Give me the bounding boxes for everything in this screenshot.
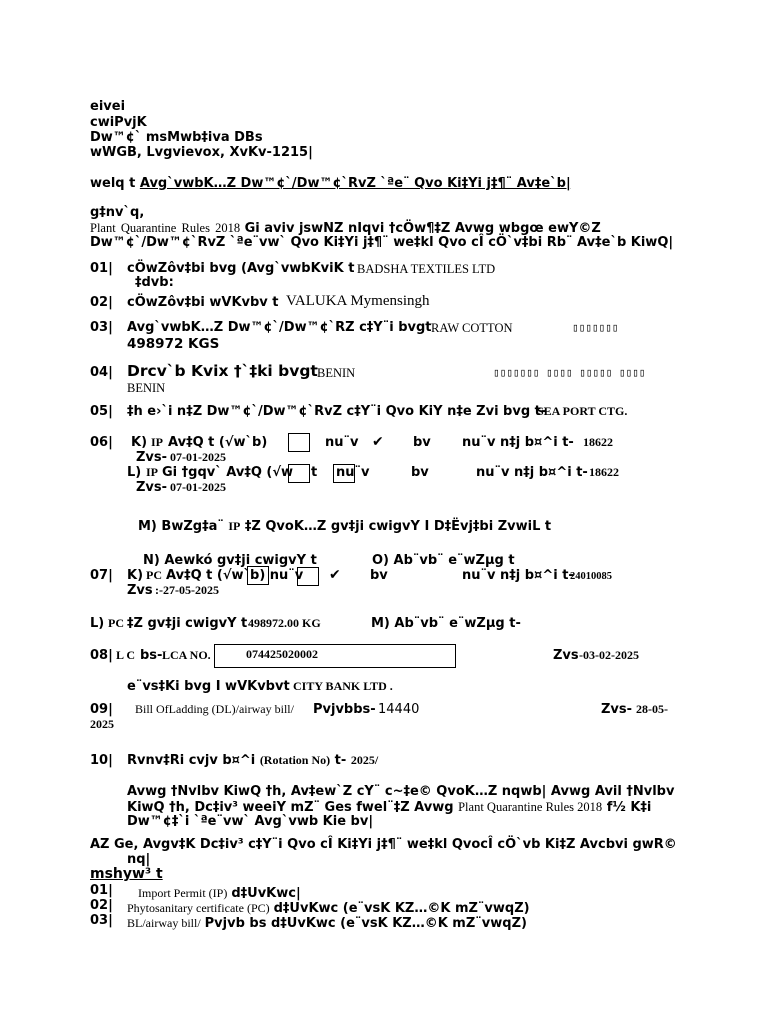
item-06-k-yes-checkbox[interactable] xyxy=(288,433,310,452)
intro-line-1-rest: Gi aviv jswNZ nIqvi †cÖw¶‡Z Avwg wbgœ ewY©Z xyxy=(240,221,601,236)
item-06-k-no-label: bv xyxy=(413,435,431,450)
item-06-m-label-1: BwZg‡a¨ xyxy=(161,519,224,534)
item-06-number: 06| xyxy=(90,435,113,450)
item-08-lc: L C xyxy=(116,648,136,662)
item-02-label: cÖwZôv‡bi wVKvbv t xyxy=(127,295,279,310)
subject-label: welq t xyxy=(90,176,140,191)
item-04-label: Drcv`b Kvix †`‡ki bvgt xyxy=(127,362,318,380)
item-10-number: 10| xyxy=(90,753,113,768)
item-05-label: ‡h e›`i n‡Z Dw™¢`/Dw™¢`RvZ c‡Y¨i Qvo KiY n‡e Zvi bvg t- xyxy=(127,404,547,419)
item-06-k-date: 07-01-2025 xyxy=(170,450,226,464)
item-06-l-number: 18622 xyxy=(589,465,619,479)
item-06-l-prefix: L) xyxy=(127,465,142,480)
item-06-k-number-label: nu¨v n‡j b¤^i t- xyxy=(462,435,574,450)
item-09-label: Bill OfLadding (DL)/airway bill/ xyxy=(135,702,294,716)
item-06-k-label: Av‡Q t (√w`b) xyxy=(168,435,268,450)
item-06-l-no-label: bv xyxy=(411,465,429,480)
addressee-line-4: wWGB, Lvgvievox, XvKv-1215| xyxy=(90,145,313,160)
attachment-01-bn: d‡UvKwc| xyxy=(231,886,301,901)
item-08-date: -03-02-2025 xyxy=(579,648,639,662)
checkmark-icon: ✔ xyxy=(372,434,384,450)
item-10-t: t- xyxy=(334,753,347,768)
attachment-01-en: Import Permit (IP) xyxy=(138,886,228,900)
item-01-phone-label: ‡dvb: xyxy=(135,275,174,290)
item-07-l-value: 498972.00 KG xyxy=(248,616,321,630)
addressee-line-2: cwiPvjK xyxy=(90,115,147,130)
item-06-m-prefix: M) xyxy=(138,519,157,534)
item-02-value: VALUKA Mymensingh xyxy=(286,293,430,309)
item-07-k-prefix: K) xyxy=(127,568,144,583)
attachment-02-bn: d‡UvKwc (e¨vsK KZ…©K mZ¨vwqZ) xyxy=(273,901,530,916)
item-05-value: SEA PORT CTG. xyxy=(537,404,628,418)
item-06-k-ip: IP xyxy=(151,435,163,449)
item-08-bank-label: e¨vs‡Ki bvg I wVKvbvt xyxy=(127,679,290,694)
item-06-k-yes-label: nu¨v xyxy=(325,435,359,450)
item-09-number: 09| xyxy=(90,702,113,717)
item-07-l-pc: PC xyxy=(108,616,124,630)
item-01-label: cÖwZôv‡bi bvg (Avg`vwbKviK t xyxy=(127,261,355,276)
item-03-quantity: 498972 KGS xyxy=(127,336,220,352)
item-07-l-label: ‡Z gv‡ji cwigvY t xyxy=(127,616,248,631)
subject-text: Avg`vwbK…Z Dw™¢`/Dw™¢`RvZ `ªe¨ Qvo Ki‡Yi j‡¶¨ Av‡e`b| xyxy=(139,176,571,191)
item-08-lc-no-label: LCA NO. xyxy=(162,648,211,662)
item-06-l-date-label: Zvs- xyxy=(136,480,168,495)
addressee-line-3: Dw™¢` msMwb‡iva DBs xyxy=(90,130,263,145)
subject-line xyxy=(90,177,571,192)
item-02-number: 02| xyxy=(90,295,113,310)
item-07-k-number: 24010085 xyxy=(570,571,612,582)
item-04-value: BENIN xyxy=(317,366,356,380)
declaration-line-2a: KiwQ †h, Dc‡iv³ weeiY mZ¨ Ges fwel¨‡Z Avwg xyxy=(127,800,454,815)
item-01-number: 01| xyxy=(90,261,113,276)
declaration-line-3: Dw™¢‡`i `ªe¨vw` Avg`vwb Kie bv| xyxy=(127,814,374,829)
item-06-m-label-2: ‡Z QvoK…Z gv‡ji cwigvY I D‡Ëvj‡bi ZvwiL t xyxy=(244,519,552,534)
salutation: g‡nv`q, xyxy=(90,205,145,220)
item-08-bank: CITY BANK LTD . xyxy=(293,679,393,693)
declaration-rules-ref: Plant Quarantine Rules 2018 xyxy=(458,800,603,814)
intro-line-2: Dw™¢`/Dw™¢`RvZ `ªe¨vw` Qvo Ki‡Yi j‡¶¨ we‡kl Qvo cÎ cÖ`v‡bi Rb¨ Av‡e`b KiwQ| xyxy=(90,235,674,250)
item-04-missing-glyphs: ▯▯▯▯▯▯▯ ▯▯▯▯ ▯▯▯▯▯ ▯▯▯▯ xyxy=(493,366,646,379)
item-04-number: 04| xyxy=(90,365,113,380)
item-06-l-date: 07-01-2025 xyxy=(170,480,226,494)
item-03-missing-glyphs: ▯▯▯▯▯▯▯ xyxy=(572,321,619,334)
item-06-m-ip: IP xyxy=(228,519,241,533)
item-07-k-no-label: bv xyxy=(370,568,388,583)
item-09-date-part-2: 2025 xyxy=(90,717,114,731)
item-07-k-date-label: Zvs xyxy=(127,583,153,598)
item-08-date-label: Zvs xyxy=(553,648,579,663)
item-06-l-checkbox-1[interactable] xyxy=(288,464,310,483)
item-06-m-line xyxy=(138,520,551,535)
item-10-label: Rvnv‡Ri cvjv b¤^i xyxy=(127,753,256,768)
item-06-o-label: O) Ab¨vb¨ e¨wZµg t xyxy=(372,553,515,568)
attachment-03-bn: Pvjvb bs d‡UvKwc (e¨vsK KZ…©K mZ¨vwqZ) xyxy=(204,916,527,931)
item-09-date-part-1: 28-05- xyxy=(636,702,668,716)
item-09-label-2: Pvjvbbs- xyxy=(313,702,376,717)
item-08-lc-label: bs- xyxy=(140,648,163,663)
item-04-value-2: BENIN xyxy=(127,381,166,395)
attachment-03-en: BL/airway bill/ xyxy=(127,916,201,930)
request-line-2: nq| xyxy=(127,852,151,867)
item-06-l-label: Gi †gqv` Av‡Q (√w xyxy=(162,465,294,480)
attachment-02-number: 02| xyxy=(90,898,113,913)
attachment-03-number: 03| xyxy=(90,913,113,928)
item-10-label-en: (Rotation No) xyxy=(259,753,331,767)
item-03-label: Avg`vwbK…Z Dw™¢`/Dw™¢`RZ c‡Y¨i bvgt xyxy=(127,320,432,335)
checkmark-icon: ✔ xyxy=(329,567,341,583)
addressee-line-1: eivei xyxy=(90,99,126,114)
attachment-03 xyxy=(127,914,527,932)
item-06-k-date-label: Zvs- xyxy=(136,450,168,465)
item-08-lc-value: 074425020002 xyxy=(246,647,318,661)
item-06-l-t: t xyxy=(311,465,318,480)
item-07-number: 07| xyxy=(90,568,113,583)
item-07-k-label: Av‡Q t (√w`b) nu¨v xyxy=(166,568,304,583)
item-01-value: BADSHA TEXTILES LTD xyxy=(357,262,496,276)
intro-rules-ref: Plant Quarantine Rules 2018 xyxy=(90,221,241,235)
attachment-01-number: 01| xyxy=(90,883,113,898)
lc-number-field[interactable] xyxy=(214,644,456,668)
item-07-k-checkbox-1[interactable] xyxy=(247,566,269,585)
attachment-02-en: Phytosanitary certificate (PC) xyxy=(127,901,270,915)
item-07-k-date: :-27-05-2025 xyxy=(155,583,219,597)
item-07-l-prefix: L) xyxy=(90,616,105,631)
declaration-line-1: Avwg †Nvlbv KiwQ †h, Av‡ew`Z cY¨ c~‡e© QvoK…Z nqwb| Avwg Avil †Nvlbv xyxy=(127,784,675,799)
item-06-l-ip: IP xyxy=(146,465,158,479)
item-09-date-label: Zvs- xyxy=(601,702,633,717)
item-09-value: 14440 xyxy=(378,702,420,717)
item-07-k-pc: PC xyxy=(146,568,162,582)
item-06-l-number-label: nu¨v n‡j b¤^i t- xyxy=(476,465,588,480)
item-06-k-prefix: K) xyxy=(131,435,148,450)
item-06-l-yes-label: nu¨v xyxy=(336,465,370,480)
item-08-number: 08| xyxy=(90,648,113,663)
attachments-heading: mshyw³ t xyxy=(90,866,163,882)
item-06-n-label: N) Aewkó gv‡ji cwigvY t xyxy=(143,553,317,568)
declaration-line-2b: f½ K‡i xyxy=(606,800,652,815)
item-07-m-label: M) Ab¨vb¨ e¨wZµg t- xyxy=(371,616,521,631)
request-line-1: AZ Ge, Avgv‡K Dc‡iv³ c‡Y¨i Qvo cÎ Ki‡Yi j‡¶¨ we‡kl QvocÎ cÖ`vb Ki‡Z Avcbvi gwR© xyxy=(90,837,677,852)
item-03-value: RAW COTTON xyxy=(431,321,513,335)
item-10-value: 2025/ xyxy=(350,753,379,767)
item-06-k-number: 18622 xyxy=(583,435,613,449)
item-07-k-checkbox-2[interactable] xyxy=(297,567,319,586)
item-10-line xyxy=(127,754,378,769)
item-05-number: 05| xyxy=(90,404,113,419)
item-07-k-number-label: nu¨v n‡j b¤^i t- xyxy=(462,568,574,583)
item-03-number: 03| xyxy=(90,320,113,335)
